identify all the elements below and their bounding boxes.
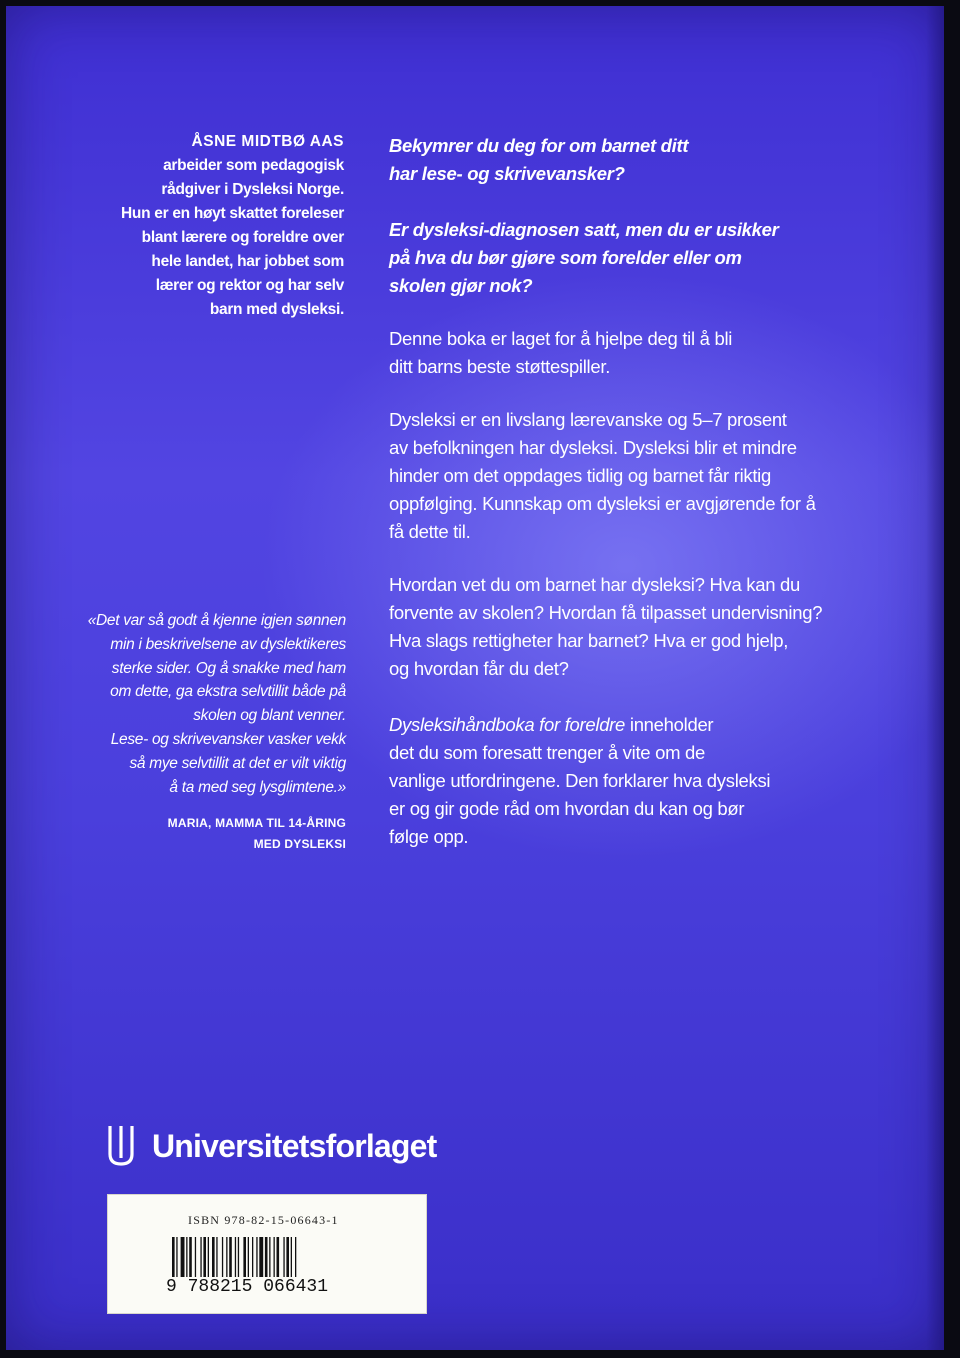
blurb-line: på hva du bør gjøre som forelder eller om: [389, 247, 742, 268]
quote-line: «Det var så godt å kjenne igjen sønnen: [87, 612, 346, 629]
blurb-line: Hvordan vet du om barnet har dysleksi? Hva kan du: [389, 574, 801, 595]
quote-attribution: [86, 813, 346, 855]
author-bio-line: barn med dysleksi.: [209, 301, 344, 318]
publisher-brand: [106, 1120, 437, 1172]
isbn-barcode-label: [107, 1194, 427, 1314]
blurb-question-1: [389, 132, 889, 188]
blurb-line: Denne boka er laget for å hjelpe deg til å bli: [389, 328, 733, 349]
isbn-number: ISBN 978-82-15-06643-1: [188, 1213, 339, 1227]
quote-line: så mye selvtillit at det er vilt viktig: [129, 754, 346, 772]
author-bio-line: hele landet, har jobbet som: [151, 253, 344, 270]
cover-edge-shadow: [926, 6, 944, 1350]
blurb-paragraph-3: [389, 571, 889, 683]
blurb-line: Dysleksi er en livslang lærevanske og 5–7 prosent: [389, 409, 787, 430]
quote-source-line: MARIA, MAMMA TIL 14-ÅRING: [167, 816, 346, 830]
quote-line: skolen og blant venner.: [193, 707, 346, 725]
book-title: Dysleksihåndboka for foreldre: [389, 714, 626, 735]
reader-quote: [46, 609, 346, 799]
publisher-name: Universitetsforlaget: [152, 1127, 437, 1164]
blurb-line: hinder om det oppdages tidlig og barnet får riktig: [389, 465, 771, 486]
blurb-line: og hvordan får du det?: [389, 658, 569, 679]
blurb-line: det du som foresatt trenger å vite om de: [389, 742, 706, 763]
quote-line: min i beskrivelsene av dyslektikeres: [110, 635, 346, 653]
blurb-paragraph-2: [389, 406, 889, 546]
quote-line: å ta med seg lysglimtene.»: [169, 778, 346, 796]
blurb-line: Hva slags rettigheter har barnet? Hva er god hjelp,: [389, 630, 789, 651]
quote-line: sterke sider. Og å snakke med ham: [111, 659, 346, 677]
author-bio: [66, 130, 344, 322]
barcode-digits: 9 788215 066431: [166, 1277, 329, 1297]
author-bio-line: blant lærere og foreldre over: [141, 229, 344, 246]
blurb-line: vanlige utfordringene. Den forklarer hva dysleksi: [389, 770, 771, 791]
blurb-paragraph-4: [389, 711, 889, 851]
author-name: ÅSNE MIDTBØ AAS: [191, 133, 344, 150]
blurb-line: skolen gjør nok?: [389, 275, 533, 296]
barcode-icon: [168, 1237, 368, 1281]
blurb-line: Er dysleksi-diagnosen satt, men du er usikker: [389, 219, 779, 240]
blurb-line: følge opp.: [389, 826, 469, 847]
blurb-line: Bekymrer du deg for om barnet ditt: [389, 135, 689, 156]
blurb-line: har lese- og skrivevansker?: [389, 163, 625, 184]
blurb-line: oppfølging. Kunnskap om dysleksi er avgjørende for å: [389, 493, 816, 514]
quote-line: om dette, ga ekstra selvtillit både på: [110, 683, 346, 701]
blurb-line-rest: inneholder: [625, 714, 714, 735]
blurb-line: [389, 711, 889, 739]
blurb-line: av befolkningen har dysleksi. Dysleksi blir et mindre: [389, 437, 797, 458]
quote-source-line: MED DYSLEKSI: [253, 837, 346, 851]
blurb-line: forvente av skolen? Hvordan få tilpasset undervisning?: [389, 602, 823, 623]
quote-line: Lese- og skrivevansker vasker vekk: [110, 730, 346, 748]
book-back-cover: [6, 6, 944, 1350]
blurb-line: få dette til.: [389, 521, 471, 542]
author-bio-line: arbeider som pedagogisk: [163, 157, 344, 174]
blurb-line: er og gir gode råd om hvordan du kan og bør: [389, 798, 745, 819]
universitetsforlaget-logo-icon: [106, 1124, 136, 1168]
author-bio-line: lærer og rektor og har selv: [155, 277, 344, 294]
author-bio-line: rådgiver i Dysleksi Norge.: [161, 181, 344, 198]
blurb-question-2: [389, 216, 889, 300]
blurb-line: ditt barns beste støttespiller.: [389, 356, 611, 377]
author-bio-line: Hun er en høyt skattet foreleser: [121, 205, 344, 222]
blurb-paragraph-1: [389, 325, 889, 381]
